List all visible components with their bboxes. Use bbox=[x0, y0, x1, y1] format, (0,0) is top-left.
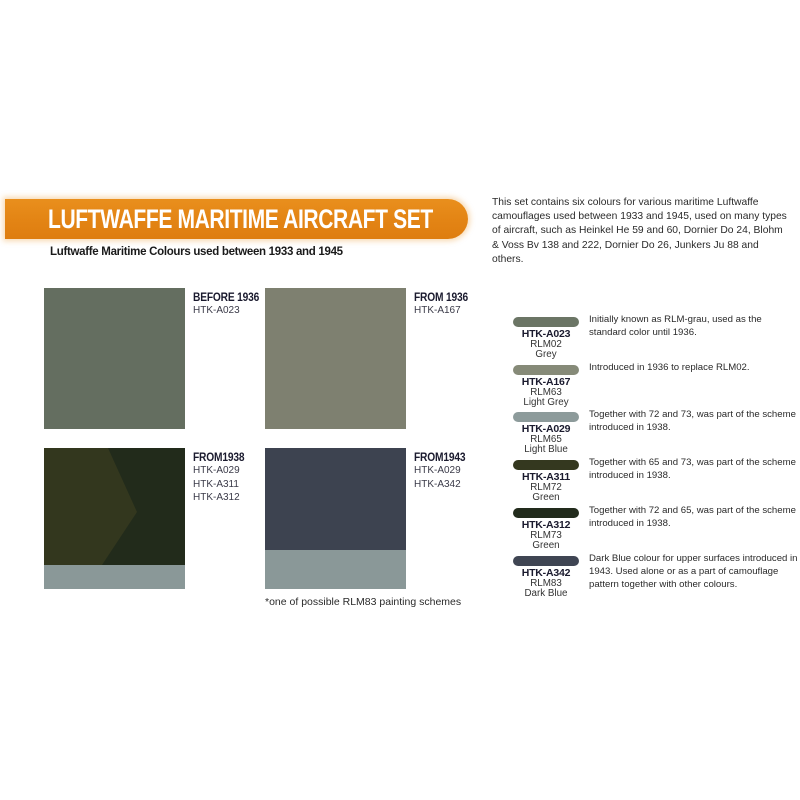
color-rlm: RLM73 bbox=[530, 530, 562, 541]
color-pill bbox=[513, 317, 579, 327]
camouflage-pattern-icon bbox=[44, 448, 185, 589]
scheme-era: FROM 1936 bbox=[414, 290, 469, 304]
intro-paragraph: This set contains six colours for various maritime Luftwaffe camouflages used between 1933 and 1945, used on many types of aircraft, such as Heinkel He 59 and 60, Dornier Do 24, Blohm & Voss Bv 138 and 222, Dornier Do 26, Junkers Ju 88 and others. bbox=[492, 197, 787, 265]
color-code: HTK-A023 bbox=[521, 328, 571, 340]
scheme-lower-band bbox=[265, 550, 406, 589]
color-description: Together with 72 and 65, was part of the scheme introduced in 1938. bbox=[589, 505, 796, 529]
color-rlm: RLM63 bbox=[530, 387, 562, 398]
color-pill bbox=[513, 365, 579, 375]
color-description: Initially known as RLM-grau, used as the standard color until 1936. bbox=[589, 314, 762, 338]
scheme-code: HTK-A029 bbox=[193, 465, 240, 476]
scheme-code: HTK-A312 bbox=[193, 492, 240, 503]
scheme-label-from-1943 bbox=[414, 451, 474, 491]
color-rlm: RLM72 bbox=[530, 482, 562, 493]
color-item-a312 bbox=[513, 505, 796, 556]
color-code: HTK-A167 bbox=[521, 376, 571, 388]
color-code: HTK-A342 bbox=[521, 567, 571, 579]
color-code: HTK-A311 bbox=[522, 471, 570, 483]
color-pill bbox=[513, 460, 579, 470]
color-name: Grey bbox=[535, 349, 557, 360]
scheme-swatch-from-1938 bbox=[44, 448, 185, 589]
color-pill bbox=[513, 556, 579, 566]
scheme-swatch-from-1943 bbox=[265, 448, 406, 589]
footnote: *one of possible RLM83 painting schemes bbox=[265, 596, 462, 608]
scheme-code: HTK-A167 bbox=[414, 305, 461, 316]
color-pill bbox=[513, 412, 579, 422]
scheme-swatch-from-1936 bbox=[265, 288, 406, 429]
color-description: Introduced in 1936 to replace RLM02. bbox=[589, 362, 750, 373]
color-description: Together with 72 and 73, was part of the scheme introduced in 1938. bbox=[589, 409, 796, 433]
color-name: Dark Blue bbox=[524, 588, 568, 599]
color-name: Light Grey bbox=[523, 397, 569, 408]
color-name: Light Blue bbox=[524, 444, 568, 455]
scheme-label-before-1936 bbox=[193, 291, 271, 318]
scheme-code: HTK-A342 bbox=[414, 478, 461, 490]
page-subtitle: Luftwaffe Maritime Colours used between 1933 and 1945 bbox=[50, 246, 343, 258]
color-pill bbox=[513, 508, 579, 518]
scheme-era: FROM1943 bbox=[414, 450, 466, 464]
color-rlm: RLM83 bbox=[530, 578, 562, 589]
color-item-a167 bbox=[513, 362, 793, 413]
color-item-a342 bbox=[513, 553, 798, 604]
color-code: HTK-A029 bbox=[521, 423, 571, 435]
scheme-label-from-1938 bbox=[193, 451, 253, 505]
page-title: LUFTWAFFE MARITIME AIRCRAFT SET bbox=[48, 204, 433, 234]
scheme-code: HTK-A311 bbox=[193, 478, 239, 490]
color-name: Green bbox=[532, 492, 560, 503]
color-item-a311 bbox=[513, 457, 796, 508]
color-item-a023 bbox=[513, 314, 793, 365]
color-name: Green bbox=[532, 540, 560, 551]
color-code: HTK-A312 bbox=[521, 519, 571, 531]
color-rlm: RLM65 bbox=[530, 434, 562, 445]
scheme-code: HTK-A023 bbox=[193, 305, 240, 316]
scheme-code: HTK-A029 bbox=[414, 465, 461, 476]
scheme-label-from-1936 bbox=[414, 291, 478, 318]
color-description: Dark Blue colour for upper surfaces introduced in 1943. Used alone or as a part of camouflage pattern together with other colours. bbox=[589, 553, 798, 590]
color-description: Together with 65 and 73, was part of the scheme introduced in 1938. bbox=[589, 457, 796, 481]
color-rlm: RLM02 bbox=[530, 339, 562, 350]
scheme-swatch-before-1936 bbox=[44, 288, 185, 429]
scheme-era: BEFORE 1936 bbox=[193, 290, 260, 304]
scheme-era: FROM1938 bbox=[193, 450, 245, 464]
color-item-a029 bbox=[513, 409, 796, 460]
